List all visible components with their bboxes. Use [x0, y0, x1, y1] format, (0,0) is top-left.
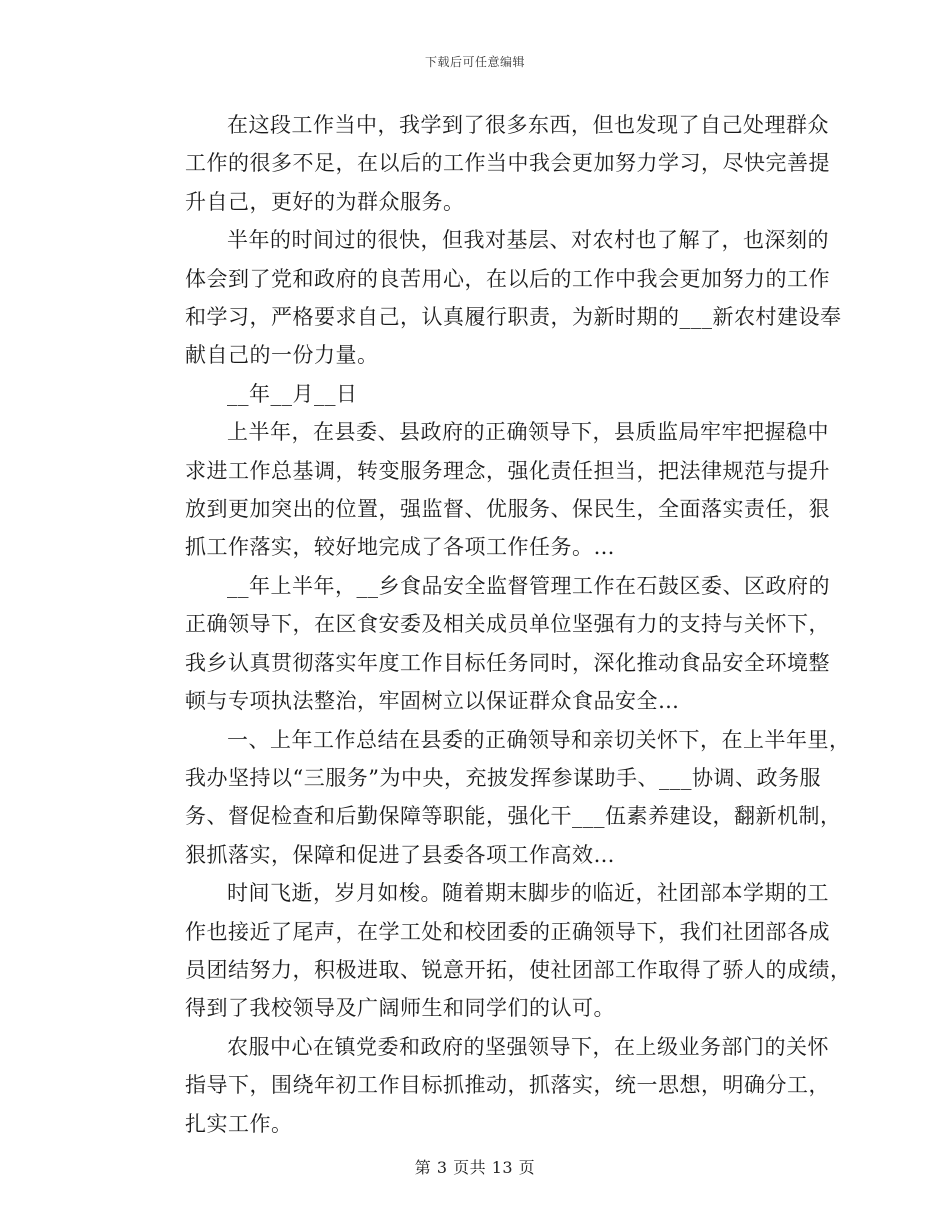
- text-line: 在这段工作当中，我学到了很多东西，但也发现了自己处理群众: [227, 113, 829, 137]
- document-body: [143, 106, 852, 1143]
- paragraph: [143, 567, 830, 721]
- text-line: __年__月__日: [227, 381, 358, 406]
- paragraph: [143, 1028, 830, 1143]
- paragraph: [143, 413, 830, 567]
- paragraph: [143, 221, 842, 375]
- text-line: 我乡认真贯彻落实年度工作目标任务同时，深化推动食品安全环境整: [185, 650, 830, 675]
- date-line: [143, 375, 808, 413]
- text-line: 献自己的一份力量。: [185, 343, 379, 368]
- text-line: 作也接近了尾声，在学工处和校团委的正确领导下，我们社团部各成: [185, 919, 830, 944]
- text-line: 半年的时间过的很快，但我对基层、对农村也了解了，也深刻的: [227, 228, 829, 253]
- text-line: 升自己，更好的为群众服务。: [185, 189, 465, 214]
- text-line: 得到了我校领导及广阔师生和同学们的认可。: [185, 996, 615, 1021]
- text-line: 上半年，在县委、县政府的正确领导下，县质监局牢牢把握稳中: [227, 420, 829, 445]
- text-line: 务、督促检查和后勤保障等职能，强化干___伍素养建设，翻新机制，: [185, 804, 842, 829]
- text-line: 员团结努力，积极进取、锐意开拓，使社团部工作取得了骄人的成绩，: [185, 957, 852, 982]
- text-line: 工作的很多不足，在以后的工作当中我会更加努力学习，尽快完善提: [185, 151, 830, 176]
- text-line: 时间飞逝，岁月如梭。随着期末脚步的临近，社团部本学期的工: [227, 881, 829, 906]
- page-header: 下载后可任意编辑: [424, 55, 525, 69]
- text-line: 放到更加突出的位置，强监督、优服务、保民生，全面落实责任，狠: [185, 497, 830, 522]
- text-line: 正确领导下，在区食安委及相关成员单位坚强有力的支持与关怀下，: [185, 612, 830, 637]
- text-line: 农服中心在镇党委和政府的坚强领导下，在上级业务部门的关怀: [227, 1034, 829, 1059]
- text-line: 顿与专项执法整治，牢固树立以保证群众食品安全…: [185, 689, 680, 714]
- text-line: 指导下，围绕年初工作目标抓推动，抓落实，统一思想，明确分工，: [185, 1073, 830, 1098]
- paragraph: [143, 721, 851, 875]
- text-line: 体会到了党和政府的良苦用心，在以后的工作中我会更加努力的工作: [185, 266, 830, 291]
- text-line: 和学习，严格要求自己，认真履行职责，为新时期的___新农村建设奉: [185, 305, 842, 330]
- text-line: 求进工作总基调，转变服务理念，强化责任担当，把法律规范与提升: [185, 458, 830, 483]
- text-line: 抓工作落实，较好地完成了各项工作任务。…: [185, 535, 615, 560]
- text-line: __年上半年，__乡食品安全监督管理工作在石鼓区委、区政府的: [227, 573, 830, 598]
- paragraph: [143, 874, 852, 1028]
- text-line: 扎实工作。: [185, 1111, 293, 1136]
- page-number-footer: 第 3 页共 13 页: [414, 1158, 536, 1177]
- text-line: 一、上年工作总结在县委的正确领导和亲切关怀下，在上半年里，: [227, 727, 851, 752]
- text-line: 狠抓落实，保障和促进了县委各项工作高效…: [185, 842, 615, 867]
- text-line: 我办坚持以“三服务”为中央，充披发挥参谋助手、___协调、政务服: [185, 765, 821, 790]
- paragraph: [143, 106, 830, 221]
